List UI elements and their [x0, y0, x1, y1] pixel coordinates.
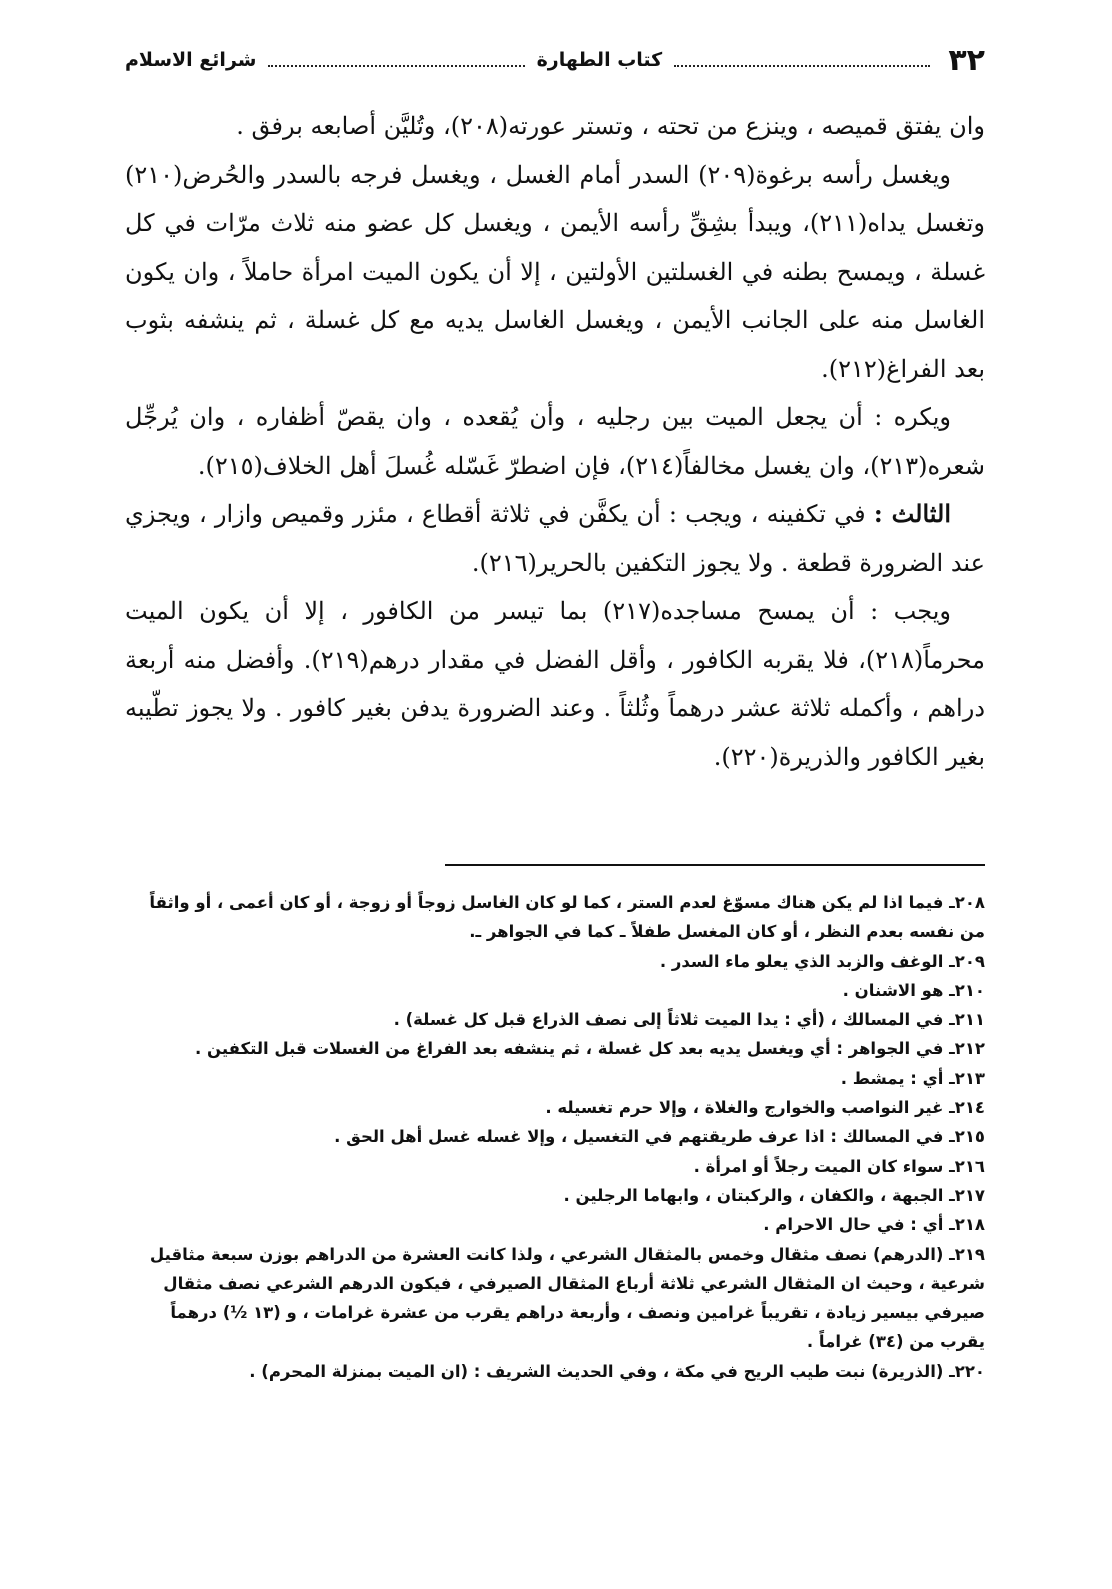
paragraph-text: وان يفتق قميصه ، وينزع من تحته ، وتستر عورته(٢٠٨)، وتُليَّن أصابعه برفق . [236, 112, 985, 140]
footnote [125, 1181, 985, 1210]
footnote-number: ٢١٩ [954, 1244, 985, 1264]
footnote-text: ـ في الجواهر : أي ويغسل يديه بعد كل غسلة ، ثم ينشفه بعد الفراغ من الغسلات قبل التكفين . [195, 1039, 955, 1059]
footnote-number: ٢١٨ [954, 1215, 985, 1235]
footnote-text: ـ الوغف والزبد الذي يعلو ماء السدر . [659, 951, 955, 971]
footnote [125, 1005, 985, 1034]
footnote-text: ـ هو الاشنان . [842, 980, 955, 1000]
paragraph [125, 151, 985, 394]
series-title: شرائع الاسلام [125, 49, 257, 71]
footnote-text: ـ أي : يمشط . [840, 1068, 955, 1088]
page-number: ٣٢ [948, 42, 985, 78]
footnote-number: ٢١١ [954, 1010, 985, 1030]
footnote [125, 1122, 985, 1151]
running-header [125, 42, 985, 78]
footnote [125, 947, 985, 976]
footnote-number: ٢١٣ [954, 1068, 985, 1088]
paragraph [125, 102, 985, 151]
footnote [125, 976, 985, 1005]
paragraph [125, 587, 985, 781]
paragraph-text: ويغسل رأسه برغوة(٢٠٩) السدر أمام الغسل ، ويغسل فرجه بالسدر والحُرض(٢١٠) وتغسل يداه(٢١١)، ويبدأ بشِقِّ رأسه الأيمن ، ويغسل كل عضو منه ثلاث مرّات في كل غسلة ، ويمسح بطنه في الغسلتين الأولتين ، إلا أن يكون الميت امرأة حاملاً ، وان يكون الغاسل منه على الجانب الأيمن ، ويغسل الغاسل يديه مع كل غسلة ، ثم ينشفه بثوب بعد الفراغ(٢١٢). [125, 160, 986, 383]
paragraph [125, 393, 985, 490]
header-leader-dots [268, 65, 524, 67]
footnote-text: ـ أي : في حال الاحرام . [763, 1215, 955, 1235]
footnote [125, 1093, 985, 1122]
footnote-number: ٢١٦ [954, 1156, 985, 1176]
footnote [125, 1357, 985, 1386]
footnote [125, 1064, 985, 1093]
book-title: كتاب الطهارة [536, 49, 663, 71]
footnote [125, 1240, 985, 1357]
footnote-text: ـ غير النواصب والخوارج والغلاة ، وإلا حرم تغسيله . [545, 1098, 955, 1118]
footnote-number: ٢١٢ [954, 1039, 985, 1059]
footnote-number: ٢٢٠ [954, 1361, 985, 1381]
section-lead: الثالث : [873, 499, 951, 528]
paragraph [125, 490, 985, 587]
footnote-text: ـ فيما اذا لم يكن هناك مسوّغ لعدم الستر ، كما لو كان الغاسل زوجاً أو زوجة ، أو كان أعمى ، أو واثقاً من نفسه بعدم النظر ، أو كان المغسل طفلاً ـ كما في الجواهر ـ. [149, 893, 985, 942]
footnote-number: ٢١٥ [954, 1127, 985, 1147]
footnote-number: ٢١٠ [954, 980, 985, 1000]
footnote [125, 1152, 985, 1181]
header-leader-dots [674, 65, 930, 67]
paragraph-text: ويكره : أن يجعل الميت بين رجليه ، وأن يُقعده ، وان يقصّ أظفاره ، وان يُرجِّل شعره(٢١٣)، وان يغسل مخالفاً(٢١٤)، فإن اضطرّ غَسّله غُسلَ أهل الخلاف(٢١٥). [125, 403, 985, 480]
footnote-number: ٢٠٨ [954, 893, 985, 912]
footnote-number: ٢١٧ [954, 1185, 985, 1205]
footnote-number: ٢١٤ [954, 1098, 985, 1118]
main-text [125, 102, 985, 781]
footnote-number: ٢٠٩ [954, 951, 985, 971]
footnote-text: ـ في المسالك ، (أي : يدا الميت ثلاثاً إلى نصف الذراع قبل كل غسلة) . [393, 1010, 955, 1030]
footnote-text: ـ (الذريرة) نبت طيب الريح في مكة ، وفي الحديث الشريف : (ان الميت بمنزلة المحرم) . [249, 1361, 955, 1381]
footnote [125, 1034, 985, 1063]
footnote-text: ـ في المسالك : اذا عرف طريقتهم في التغسيل ، وإلا غسله غسل أهل الحق . [334, 1127, 955, 1147]
footnote-text: ـ الجبهة ، والكفان ، والركبتان ، وابهاما الرجلين . [563, 1185, 955, 1205]
footnote-text: ـ (الدرهم) نصف مثقال وخمس بالمثقال الشرعي ، ولذا كانت العشرة من الدراهم بوزن سبعة مثاقيل شرعية ، وحيث ان المثقال الشرعي ثلاثة أرباع المثقال الصيرفي ، فيكون الدرهم الشرعي نصف مثقال صيرفي بيسير زيادة ، تقريباً غرامين ونصف ، وأربعة دراهم يقرب من عشرة غرامات ، و (١٣ ½) درهماً يقرب من (٣٤) غراماً . [149, 1244, 985, 1352]
footnote [125, 1210, 985, 1239]
footnote [125, 888, 985, 947]
footnotes [125, 888, 985, 1386]
footnote-text: ـ سواء كان الميت رجلاً أو امرأة . [693, 1156, 955, 1176]
paragraph-text: في تكفينه ، ويجب : أن يكفَّن في ثلاثة أقطاع ، مئزر وقميص وازار ، ويجزي عند الضرورة قطعة . ولا يجوز التكفين بالحرير(٢١٦). [125, 500, 985, 577]
footnote-separator [445, 864, 985, 866]
paragraph-text: ويجب : أن يمسح مساجده(٢١٧) بما تيسر من الكافور ، إلا أن يكون الميت محرماً(٢١٨)، فلا يقربه الكافور ، وأقل الفضل في مقدار درهم(٢١٩). وأفضل منه أربعة دراهم ، وأكمله ثلاثة عشر درهماً وثُلثاً . وعند الضرورة يدفن بغير كافور . ولا يجوز تطّيبه بغير الكافور والذريرة(٢٢٠). [125, 597, 985, 771]
